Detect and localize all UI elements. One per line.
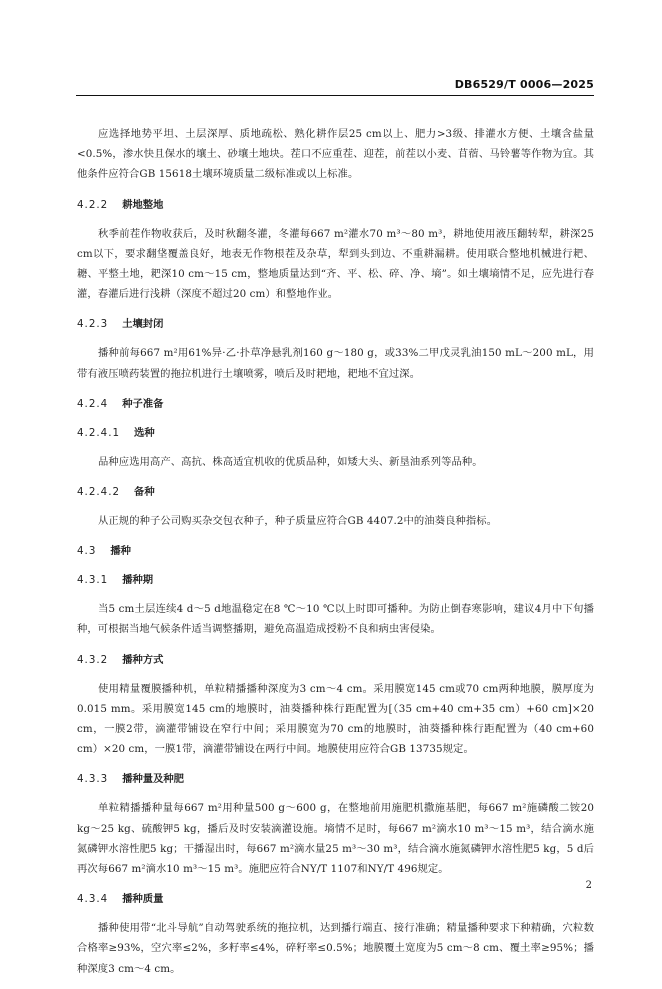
body-paragraph: 单粒精播播种量每667 m²用种量500 g～600 g，在整地前用施肥机撒施基肥，每667 m²施磷酸二铵20 kg～25 kg、硫酸钾5 kg，播后及时安装滴灌设施。墒情不足时，每667 m²滴水10 m³～15 m³，结合滴水施氮磷钾水溶性肥5 kg；干播湿出时，每667 m²滴水量25 m³～30 m³，结合滴水施氮磷钾水溶性肥5 kg，5 d后再次每667 m²滴水10 m³～15 m³。施肥应符合NY/T 1107和NY/T 496规定。 bbox=[77, 802, 594, 876]
section-title: 播种量及种肥 bbox=[122, 773, 184, 786]
section-title: 耕地整地 bbox=[122, 198, 164, 211]
section-heading bbox=[77, 769, 594, 789]
body-paragraph: 应选择地势平坦、土层深厚、质地疏松、熟化耕作层25 cm以上、肥力>3级、排灌水方便、土壤含盐量<0.5%，渗水快且保水的壤土、砂壤土地块。茬口不应重茬、迎茬，前茬以小麦、苜蓿、马铃薯等作物为宜。其他条件应符合GB 15618土壤环境质量二级标准或以上标准。 bbox=[77, 128, 594, 181]
section-number: 4.2.4.2 bbox=[77, 486, 121, 499]
header-rule bbox=[76, 95, 594, 96]
section-title: 备种 bbox=[134, 486, 155, 499]
body-paragraph: 使用精量覆膜播种机，单粒精播播种深度为3 cm～4 cm。采用膜宽145 cm或70 cm两种地膜，膜厚度为0.015 mm。采用膜宽145 cm的地膜时，油葵播种株行距配置为[（35 cm+40 cm+35 cm）+60 cm]×20 cm，一膜2带，滴灌带铺设在窄行中间；采用膜宽为70 cm的地膜时，油葵播种株行距配置为（40 cm+60 cm）×20 cm，一膜1带，滴灌带铺设在两行中间。地膜使用应符合GB 13735规定。 bbox=[77, 682, 594, 756]
section-title: 种子准备 bbox=[122, 397, 164, 410]
section-heading bbox=[77, 889, 594, 909]
section-title: 播种 bbox=[110, 545, 131, 558]
section-title: 土壤封闭 bbox=[122, 318, 164, 331]
section-number: 4.3.1 bbox=[77, 574, 109, 587]
section-title: 播种方式 bbox=[122, 653, 164, 666]
section-number: 4.2.2 bbox=[77, 198, 109, 211]
section-title: 选种 bbox=[134, 426, 155, 439]
section-number: 4.2.4 bbox=[77, 397, 109, 410]
section-heading bbox=[77, 423, 594, 443]
section-heading bbox=[77, 650, 594, 670]
section-number: 4.3.4 bbox=[77, 893, 109, 906]
body-paragraph: 播种前每667 m²用61%异·乙·扑草净悬乳剂160 g～180 g，或33%二甲戊灵乳油150 mL～200 mL，用带有液压喷药装置的拖拉机进行土壤喷雾，喷后及时耙地，耙地不宜过深。 bbox=[77, 347, 594, 380]
body-paragraph: 秋季前茬作物收获后，及时秋翻冬灌，冬灌每667 m²灌水70 m³～80 m³，耕地使用液压翻转犁，耕深25 cm以下，要求翻垡覆盖良好，地表无作物根茬及杂草，犁到头到边、不重耕漏耕。使用联合整地机械进行耙、耱、平整土地，耙深10 cm～15 cm，整地质量达到“齐、平、松、碎、净、墒”。如土壤墒情不足，应先进行春灌，春灌后进行浅耕（深度不超过20 cm）和整地作业。 bbox=[77, 227, 594, 301]
page-number: 2 bbox=[585, 880, 592, 891]
section-heading bbox=[77, 482, 594, 502]
section-heading bbox=[77, 570, 594, 590]
body-paragraph: 播种使用带“北斗导航”自动驾驶系统的拖拉机，达到播行端直、接行准确；精量播种要求下种精确，穴粒数合格率≥93%，空穴率≤2%，多籽率≤4%，碎籽率≤0.5%；地膜覆土宽度为5 cm～8 cm、覆土率≥95%；播种深度3 cm～4 cm。 bbox=[77, 922, 594, 975]
section-heading bbox=[77, 314, 594, 334]
section-title: 播种质量 bbox=[122, 893, 164, 906]
section-heading bbox=[77, 541, 594, 561]
section-heading bbox=[77, 195, 594, 215]
body-paragraph: 品种应选用高产、高抗、株高适宜机收的优质品种，如矮大头、新垦油系列等品种。 bbox=[98, 455, 483, 468]
section-number: 4.2.4.1 bbox=[77, 426, 121, 439]
document-body bbox=[77, 124, 594, 989]
body-paragraph: 从正规的种子公司购买杂交包衣种子，种子质量应符合GB 4407.2中的油葵良种指标。 bbox=[98, 515, 498, 528]
body-paragraph: 当5 cm土层连续4 d～5 d地温稳定在8 ℃～10 ℃以上时即可播种。为防止倒春寒影响，建议4月中下旬播种，可根据当地气候条件适当调整播期，避免高温造成授粉不良和病虫害侵染。 bbox=[77, 603, 594, 636]
section-number: 4.3.2 bbox=[77, 653, 109, 666]
document-code: DB6529/T 0006—2025 bbox=[454, 78, 594, 91]
section-title: 播种期 bbox=[122, 574, 154, 587]
section-number: 4.3.3 bbox=[77, 773, 109, 786]
section-heading bbox=[77, 394, 594, 414]
page-header bbox=[0, 0, 662, 110]
section-number: 4.3 bbox=[77, 545, 97, 558]
section-number: 4.2.3 bbox=[77, 318, 109, 331]
